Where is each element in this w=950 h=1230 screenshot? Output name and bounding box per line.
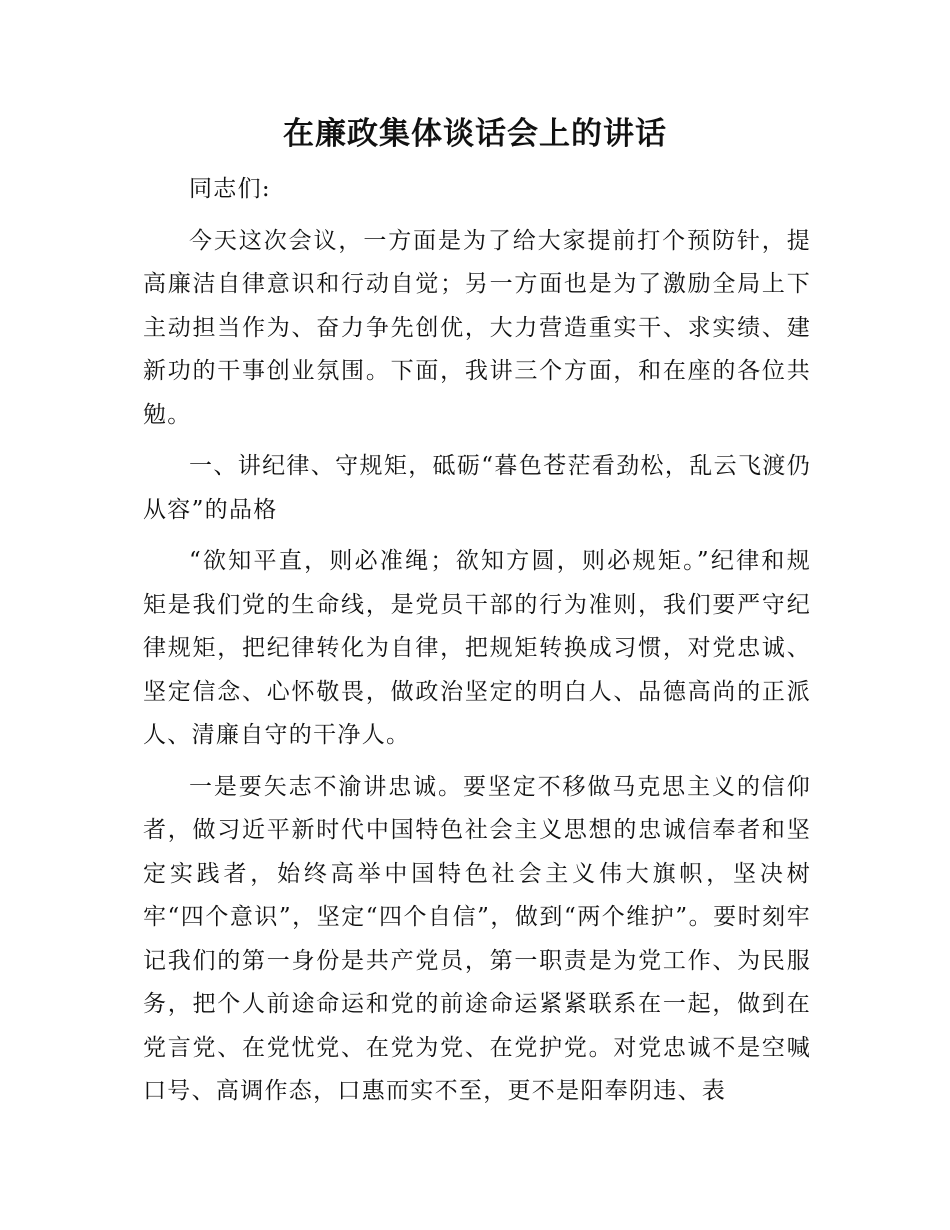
paragraph-discipline: “欲知平直，则必准绳；欲知方圆，则必规矩。”纪律和规矩是我们党的生命线，是党员干部的行为准则，我们要严守纪律规矩，把纪律转化为自律，把规矩转换成习惯，对党忠诚、坚定信念、心怀敬畏，做政治坚定的明白人、品德高尚的正派人、清廉自守的干净人。 — [143, 548, 811, 748]
paragraph-intro: 今天这次会议，一方面是为了给大家提前打个预防针，提高廉洁自律意识和行动自觉；另一方面也是为了激励全局上下主动担当作为、奋力争先创优，大力营造重实干、求实绩、建新功的干事创业氛围。下面，我讲三个方面，和在座的各位共勉。 — [143, 227, 811, 428]
section-heading-1: 一、讲纪律、守规矩，砥砺“暮色苍茫看劲松，乱云飞渡仍从容”的品格 — [143, 453, 811, 523]
paragraph-loyalty: 一是要矢志不渝讲忠诚。要坚定不移做马克思主义的信仰者，做习近平新时代中国特色社会主义思想的忠诚信奉者和坚定实践者，始终高举中国特色社会主义伟大旗帜，坚决树牢“四个意识”，坚定“四个自信”，做到“两个维护”。要时刻牢记我们的第一身份是共产党员，第一职责是为党工作、为民服务，把个人前途命运和党的前途命运紧紧联系在一起，做到在党言党、在党忧党、在党为党、在党护党。对党忠诚不是空喊口号、高调作态，口惠而实不至，更不是阳奉阴违、表 — [143, 773, 811, 1104]
document-body — [143, 168, 811, 1114]
document-title: 在廉政集体谈话会上的讲话 — [283, 116, 667, 152]
salutation: 同志们: — [189, 176, 271, 202]
